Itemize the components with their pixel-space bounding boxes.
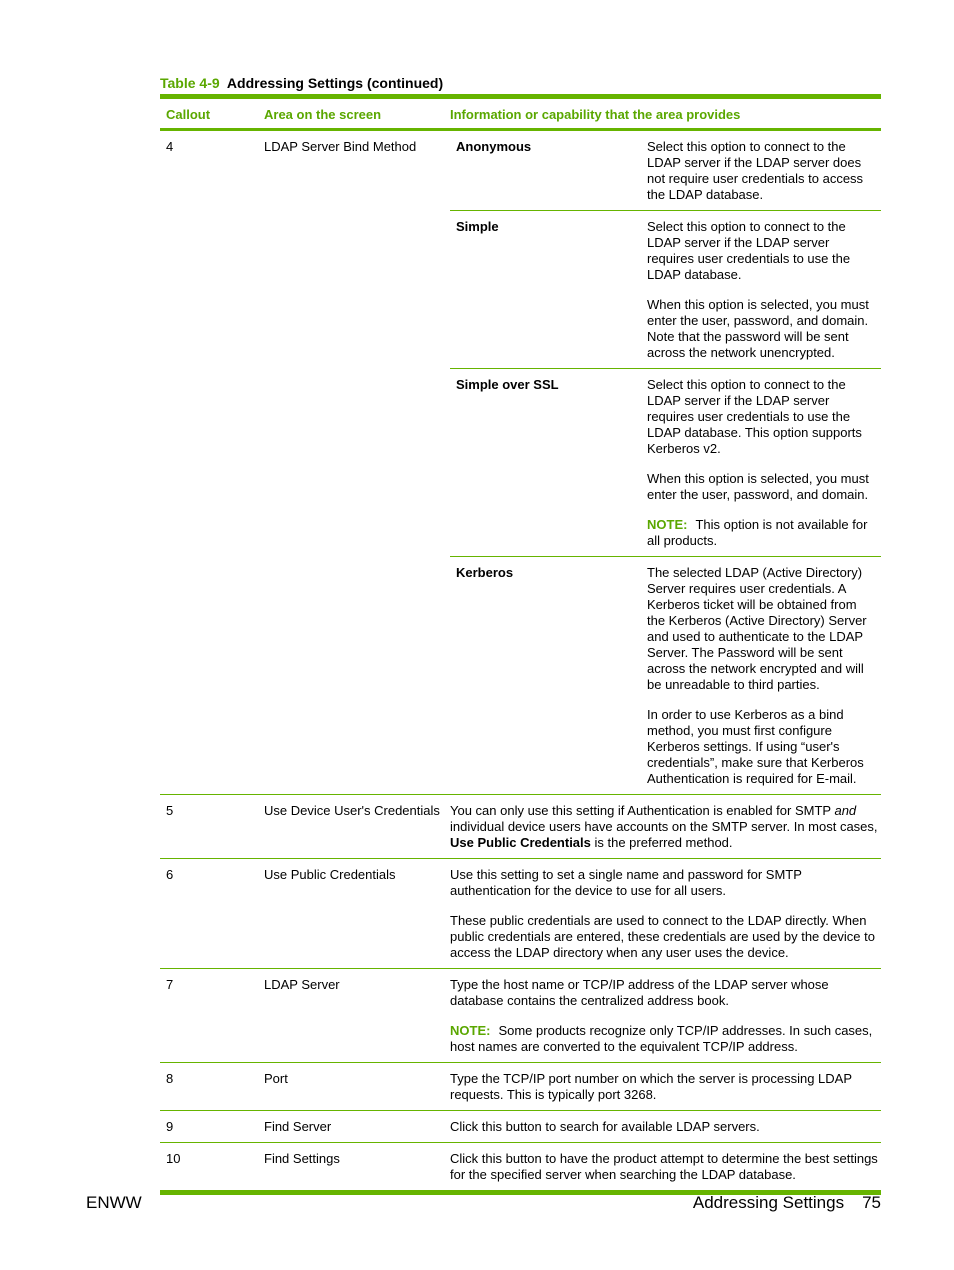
text-part: is the preferred method.: [590, 835, 733, 850]
info-cell: [444, 1063, 881, 1110]
callout-cell: 10: [166, 1151, 181, 1166]
callout-cell: 7: [166, 977, 174, 992]
option-description: [647, 557, 881, 794]
area-cell: Use Public Credentials: [264, 867, 396, 882]
description-text: Use this setting to set a single name and password for SMTP authentication for the device to use for all users.: [450, 867, 802, 898]
table-row: [160, 859, 881, 969]
bold-text: Use Public Credentials: [450, 835, 591, 850]
addressing-settings-table: [160, 94, 881, 1195]
emphasis-text: and: [834, 803, 857, 818]
description-text: In order to use Kerberos as a bind method, you must first configure Kerberos settings. If using “user's credentials”, make sure that Kerberos Authentication is required for E-mail.: [647, 707, 864, 786]
callout-cell: 5: [166, 803, 174, 818]
bind-option-row: [450, 211, 881, 369]
area-cell: LDAP Server Bind Method: [264, 139, 417, 154]
note-text: This option is not available for all products.: [647, 517, 868, 548]
note-label: NOTE:: [647, 517, 688, 532]
table-row: [160, 1063, 881, 1111]
table-row: [160, 131, 881, 795]
description-text: When this option is selected, you must enter the user, password, and domain.: [647, 471, 869, 502]
footer-page-info: [693, 1193, 881, 1213]
info-cell: [444, 131, 881, 794]
callout-cell: 4: [166, 139, 174, 154]
info-cell: [444, 1143, 881, 1190]
info-cell: [444, 969, 881, 1062]
header-callout: Callout: [166, 107, 211, 122]
text-part: individual device users have accounts on the SMTP server. In most cases,: [450, 819, 878, 834]
description-text: Select this option to connect to the LDAP server if the LDAP server requires user credentials to use the LDAP database.: [647, 219, 851, 282]
description-text: These public credentials are used to connect to the LDAP directly. When public credentials are entered, these credentials are used by the device to access the LDAP directory when any user uses the device.: [450, 913, 875, 960]
description-text: When this option is selected, you must enter the user, password, and domain. Note that the password will be sent across the network unencrypted.: [647, 297, 869, 360]
header-area: Area on the screen: [264, 107, 382, 122]
footer-section-title: Addressing Settings: [692, 1193, 845, 1212]
option-name: Simple: [456, 219, 499, 234]
footer-enww: ENWW: [86, 1193, 142, 1212]
table-row: [160, 969, 881, 1063]
option-name: Kerberos: [456, 565, 514, 580]
note: [647, 517, 877, 549]
area-cell: Use Device User's Credentials: [264, 803, 440, 818]
description-text: [450, 803, 881, 851]
callout-cell: 9: [166, 1119, 174, 1134]
note-text: Some products recognize only TCP/IP addresses. In such cases, host names are converted to the equivalent TCP/IP address.: [450, 1023, 873, 1054]
header-info: Information or capability that the area provides: [450, 107, 741, 122]
area-cell: LDAP Server: [264, 977, 340, 992]
option-name: Simple over SSL: [456, 377, 559, 392]
info-cell: [444, 859, 881, 968]
option-description: [647, 131, 881, 210]
table-number: Table 4-9: [160, 75, 220, 91]
table-header: [160, 99, 881, 131]
text-part: You can only use this setting if Authentication is enabled for SMTP: [450, 803, 835, 818]
note: [450, 1023, 881, 1055]
info-cell: [444, 1111, 881, 1142]
table-caption: [160, 75, 443, 91]
area-cell: Port: [264, 1071, 288, 1086]
callout-cell: 6: [166, 867, 174, 882]
option-description: [647, 211, 881, 368]
option-name: Anonymous: [456, 139, 532, 154]
bind-option-row: [450, 131, 881, 211]
description-text: Click this button to have the product attempt to determine the best settings for the specified server when searching the LDAP database.: [450, 1151, 878, 1182]
table-row: [160, 1111, 881, 1143]
bind-option-row: [450, 369, 881, 557]
option-description: [647, 369, 881, 556]
description-text: Select this option to connect to the LDAP server if the LDAP server requires user credentials to use the LDAP database. This option supports Kerberos v2.: [647, 377, 862, 456]
page-number: 75: [862, 1193, 881, 1212]
area-cell: Find Server: [264, 1119, 332, 1134]
bind-option-row: [450, 557, 881, 794]
table-title: Addressing Settings (continued): [226, 75, 444, 91]
table-row: [160, 1143, 881, 1195]
description-text: Type the host name or TCP/IP address of the LDAP server whose database contains the centralized address book.: [450, 977, 829, 1008]
description-text: The selected LDAP (Active Directory) Server requires user credentials. A Kerberos ticket will be obtained from the Kerberos (Active Directory) Server and used to authenticate to the LDAP Server. The Password will be sent across the network encrypted and will be unreadable to third parties.: [647, 565, 867, 692]
info-cell: [444, 795, 881, 858]
table-row: [160, 795, 881, 859]
description-text: Click this button to search for available LDAP servers.: [450, 1119, 760, 1134]
note-label: NOTE:: [450, 1023, 491, 1038]
area-cell: Find Settings: [264, 1151, 340, 1166]
description-text: Type the TCP/IP port number on which the server is processing LDAP requests. This is typically port 3268.: [450, 1071, 852, 1102]
description-text: Select this option to connect to the LDAP server if the LDAP server does not require user credentials to access the LDAP database.: [647, 139, 864, 202]
callout-cell: 8: [166, 1071, 174, 1086]
